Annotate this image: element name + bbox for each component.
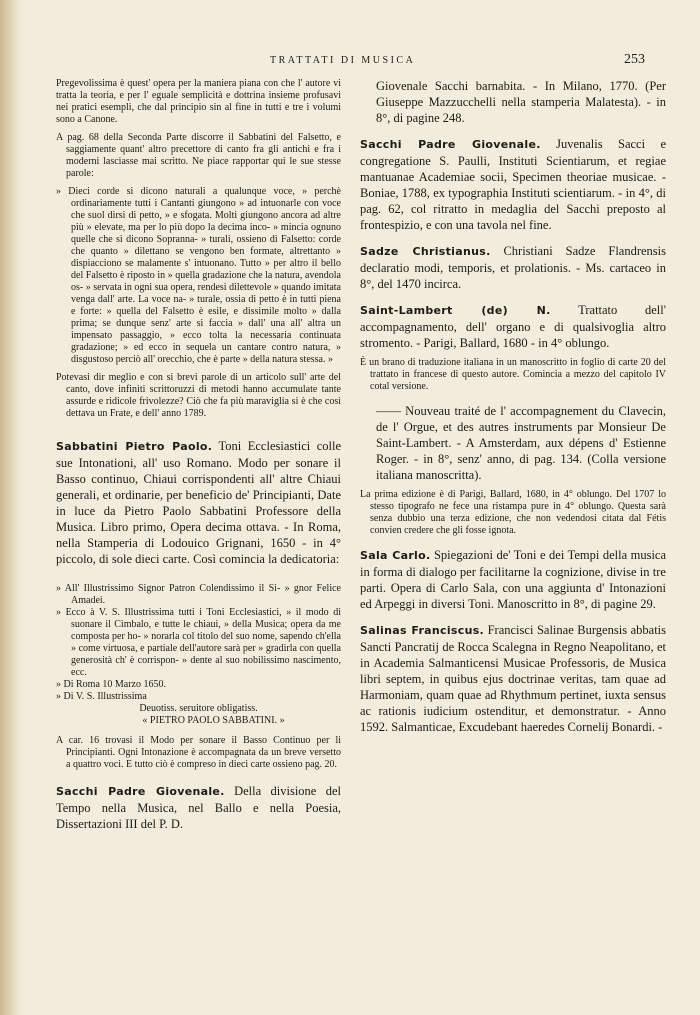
- right-column: [360, 78, 666, 735]
- entry-sala: [360, 547, 666, 612]
- dedication-signature: « PIETRO PAOLO SABBATINI. »: [142, 715, 285, 726]
- entry-body: Christiani Sadze Flandrensis declaratio modi, temporis, et prolationis. - Ms. cartaceo in 8°, del 1470 incirca.: [360, 244, 666, 291]
- entry-sabbatini: [56, 438, 341, 567]
- entry-heading: Sacchi Padre Giovenale.: [360, 138, 541, 151]
- entry-body: Spiegazioni de' Toni e dei Tempi della musica in forma di dialogo per facilitarne la cognizione, divise in tre parti. Opera di Carlo Sala, con una aggiunta d' Intonazioni ed Arpeggi in diversi Toni. Manoscritto in 8°, di pagine 29.: [360, 548, 667, 611]
- running-title: TRATTATI DI MUSICA: [270, 55, 416, 66]
- entry-note: È un brano di traduzione italiana in un manoscritto in foglio di carte 20 del trattato in francese di questo autore. Comincia a mezzo del capitolo IV cotal versione.: [360, 357, 666, 392]
- entry-heading: Sabbatini Pietro Paolo.: [56, 440, 213, 453]
- entry-heading: Sacchi Padre Giovenale.: [56, 785, 225, 798]
- dedication-line-1: » All' Illustrissimo Signor Patron Colendissimo il Si- » gnor Felice Amadei.: [56, 583, 341, 606]
- entry-heading: Salinas Franciscus.: [360, 624, 485, 637]
- page-number: 253: [624, 52, 645, 67]
- page-header: [0, 50, 700, 70]
- entry-note: La prima edizione è di Parigi, Ballard, 1680, in 4° oblungo. Del 1707 lo stesso tipografo ne fece una ristampa pure in 4° oblungo. Questa sarà senza dubbio una terza edizione, che non vedendosi citata dal Fétis convien credere che gli fosse ignota.: [360, 489, 666, 536]
- entry-body: Juvenalis Sacci e congregatione S. Paulli, Instituti Scientiarum, et regiae mantuanae Academiae socii, Specimen theoriae musicae. - Boniae, 1788, ex typographia Instituti scientiarum. - in 4°, di pag. 62, col ritratto in medaglia del Sacchi preposto al frontespizio, e con una tavola nel fine.: [360, 137, 666, 232]
- left-column: [56, 78, 341, 832]
- commentary-paragraph: Potevasi dir meglio e con si brevi parole di un articolo sull' arte del canto, dove infiniti scrittoruzzi di metodi hanno accumulate tante assurde e ridicole frivolezze? Ciò che fa più maraviglia si è che così dettava un Frate, e dell' anno 1789.: [56, 372, 341, 419]
- entry-body: Trattato dell' accompagnamento, dell' organo e di qualsivoglia altro stromento. - Parigi, Ballard, 1680 - in 4° oblungo.: [360, 303, 667, 350]
- falsetto-quotation: » Dieci corde si dicono naturali a qualunque voce, » perchè ordinariamente tutti i Cantanti giungono » ad intuonarle con voce che suol dirsi di petto, » e sfogata. Molti giungono ancora ad altre più » elevate, ma per lo più dopo la decima inco- » mincia ognuno quelle che si dicono Sopranna- » turali, ossieno di Falsetto: corde che quanto » dilettano se vengono ben formate, altrettanto » dispiacciono se malamente s' intuonano. Tutto » per altro il bello del Falsetto è riposto in » quella gradazione che la natura, avendola os- » servata in ogni sua opera, rendesi dilettevole » quando imitata venga dall' arte. La voce na- » turale, ossia di petto è in tutti piena e forte: » quella del Falsetto è esile, e dissimile molto » dalla prima; se dunque senz' arte si faccia » dall' una all' altra un impensato passaggio, » ecco tolta la necessaria continuata gradazione; » ed ecco in sequela un cantare contro natura, » disgustoso perciò all' orecchio, che è parte » della natura stessa. »: [56, 186, 341, 365]
- entry-heading: Sala Carlo.: [360, 549, 431, 562]
- entry-body: Toni Ecclesiastici colle sue Intonationi, all' uso Romano. Modo per sonare il Basso continuo, Chiaui corrispondenti all' altre Chiaui generali, et ordinarie, per beneficio de' Principianti, Date in luce da Pietro Paolo Sabbatini Professore della Musica. Libro primo, Opera decima ottava. - In Roma, nella Stamperia di Lodouico Grignani, 1650 - in 4° piccolo, di sole dieci carte. Così comincia la dedicatoria:: [56, 439, 342, 566]
- entry-continuation: Giovenale Sacchi barnabita. - In Milano, 1770. (Per Giuseppe Mazzucchelli nella stamperia Malatesta). - in 8°, di pagine 248.: [376, 79, 666, 125]
- dedication-date: » Di Roma 10 Marzo 1650.: [56, 679, 166, 690]
- entry-sadze: [360, 243, 666, 292]
- entry-heading: Saint-Lambert (de) N.: [360, 304, 551, 317]
- entry-salinas: [360, 622, 666, 735]
- entry-body: Francisci Salinae Burgensis abbatis Sancti Pancratij de Rocca Scalegna in Regno Neapolitano, et in Academia Salmanticensi Musicae Professoris, de Musica libri septem, in quibus ejus doctrinae veritas, tam quae ad Harmoniam, quam quae ad Rhythmum pertinet, iuxta sensus ac rationis iudicium ostenditur, et demonstratur. - Anno 1592. Salmanticae, Excudebant haeredes Cornelij Bonardi. -: [360, 623, 667, 734]
- dedication-signoff: Deuotiss. seruitore obligatiss.: [139, 703, 258, 714]
- dedication-closing: » Di V. S. Illustrissima: [56, 691, 147, 702]
- dedication-line-2: » Ecco à V. S. Illustrissima tutti i Toni Ecclesiastici, » il modo di suonare il Cimbalo, e tutte le chiaui, » della Musica; opera da me composta per ho- » norarla col titolo del suo nome, sapendo ch'ella » come virtuosa, e partiale dell'autore sarà per » gradirla con quella generosità ch' è corrispon- » dente al suo nobilissimo nascimento, ecc.: [56, 607, 341, 678]
- falsetto-paragraph: A pag. 68 della Seconda Parte discorre il Sabbatini del Falsetto, e saggiamente quant' altro precettore di canto fra gli antichi e fra i moderni lasciasse mai scritto. Ne piace rapportar qui le sue stesse parole:: [56, 132, 341, 179]
- entry-nouveau-traite: —— Nouveau traité de l' accompagnement du Clavecin, de l' Orgue, et des autres instruments par Monsieur De Saint-Lambert. - A Amsterdam, aux dépens d' Estienne Roger. - in 8°, senz' anno, di pag. 134. (Colla versione italiana manoscritta).: [376, 404, 666, 482]
- entry-note: A car. 16 trovasi il Modo per sonare il Basso Continuo per li Principianti. Ogni Intonazione è accompagnata da un breve versetto a quattro voci. E tutto ciò è compreso in dieci carte ossieno pag. 20.: [56, 735, 341, 770]
- page-gutter-shadow: [0, 0, 22, 1015]
- entry-heading: Sadze Christianus.: [360, 245, 491, 258]
- intro-paragraph: Pregevolissima è quest' opera per la maniera piana con che l' autore vi tratta la teoria, e per l' eguale semplicità e dottrina insieme profusavi nei pratici esempli, che dal principio sin al fine in tutti e tre i volumi sono a Canone.: [56, 78, 341, 125]
- entry-sacchi-2: [360, 136, 666, 233]
- entry-sacchi-1: [56, 783, 341, 832]
- entry-saint-lambert: [360, 302, 666, 351]
- entry-body: Della divisione del Tempo nella Musica, nel Ballo e nella Poesia, Dissertazioni III del P. D.: [56, 784, 342, 831]
